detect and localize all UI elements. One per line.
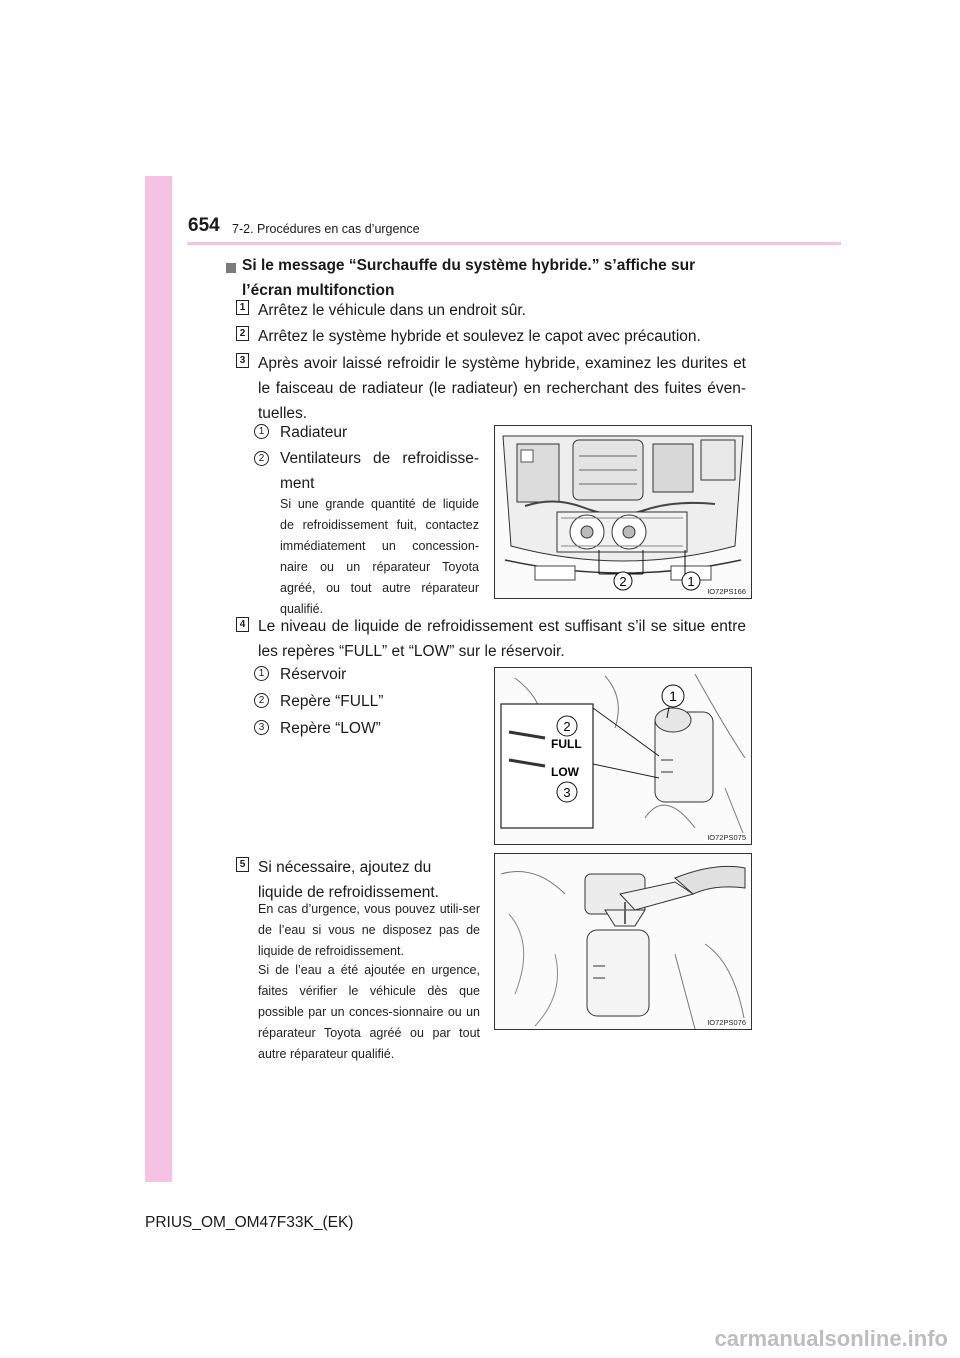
legend-number-1b: 1 [254,666,269,681]
engine-bay-illustration [494,425,752,599]
legend-full-mark: Repère “FULL” [280,693,384,710]
legend-number-2: 2 [254,451,269,466]
figure2-full-mark: FULL [551,737,582,751]
step-3-text: Après avoir laissé refroidir le système hybride, examinez les durites et le faisceau de radiateur (le radiateur) en recherchant des fuites éven-tuelles. [258,355,746,422]
figure2-callout-3: 3 [563,785,571,800]
chapter-side-tab [145,176,172,1182]
section-heading: Si le message “Surchauffe du système hybride.” s’affiche sur l’écran multifonction [242,257,696,299]
step-number-3: 3 [236,353,249,368]
header-rule [187,242,841,245]
figure3-note-2: Si de l’eau a été ajoutée en urgence, faites vérifier le véhicule dès que possible par un conces-sionnaire ou un réparateur Toyota agréé ou par tout autre réparateur qualifié. [258,963,480,1061]
section-title: 7-2. Procédures en cas d’urgence [232,222,420,236]
step-5-text: Si nécessaire, ajoutez du liquide de refroidissement. [258,859,439,901]
legend-number-3b: 3 [254,720,269,735]
refill-coolant-illustration [494,853,752,1030]
step-number-5: 5 [236,857,249,872]
step-2-text: Arrêtez le système hybride et soulevez le capot avec précaution. [258,328,701,345]
legend-ventilateurs: Ventilateurs de refroidisse-ment [280,450,479,492]
legend-radiateur: Radiateur [280,424,348,441]
footer-document-code: PRIUS_OM_OM47F33K_(EK) [145,1214,354,1231]
figure3-code: IO72PS076 [707,1018,746,1027]
step-1-text: Arrêtez le véhicule dans un endroit sûr. [258,302,526,319]
figure2-code: IO72PS075 [707,833,746,842]
legend-number-2b: 2 [254,693,269,708]
coolant-reservoir-illustration [494,667,752,845]
figure1-callout-2: 2 [619,574,627,589]
figure2-low-mark: LOW [551,765,579,779]
legend-low-mark: Repère “LOW” [280,720,381,737]
step-number-1: 1 [236,300,249,315]
figure2-callout-1: 1 [669,688,677,704]
heading-bullet-icon [226,263,236,273]
step-number-4: 4 [236,617,249,632]
legend-reservoir: Réservoir [280,666,347,683]
figure2-callout-2: 2 [563,719,571,734]
legend-number-1: 1 [254,424,269,439]
step-number-2: 2 [236,326,249,341]
watermark: carmanualsonline.info [714,1326,948,1351]
figure1-code: IO72PS166 [707,587,746,596]
figure3-note-1: En cas d’urgence, vous pouvez utili-ser de l’eau si vous ne disposez pas de liquide de refroidissement. [258,902,480,958]
figure1-note: Si une grande quantité de liquide de refroidissement fuit, contactez immédiatement un concession-naire ou un réparateur Toyota agréé, ou tout autre réparateur qualifié. [280,497,479,616]
step-4-text: Le niveau de liquide de refroidissement est suffisant s’il se situe entre les repères “FULL” et “LOW” sur le réservoir. [258,618,746,660]
page-number: 654 [188,215,220,236]
figure1-callout-1: 1 [687,574,695,589]
